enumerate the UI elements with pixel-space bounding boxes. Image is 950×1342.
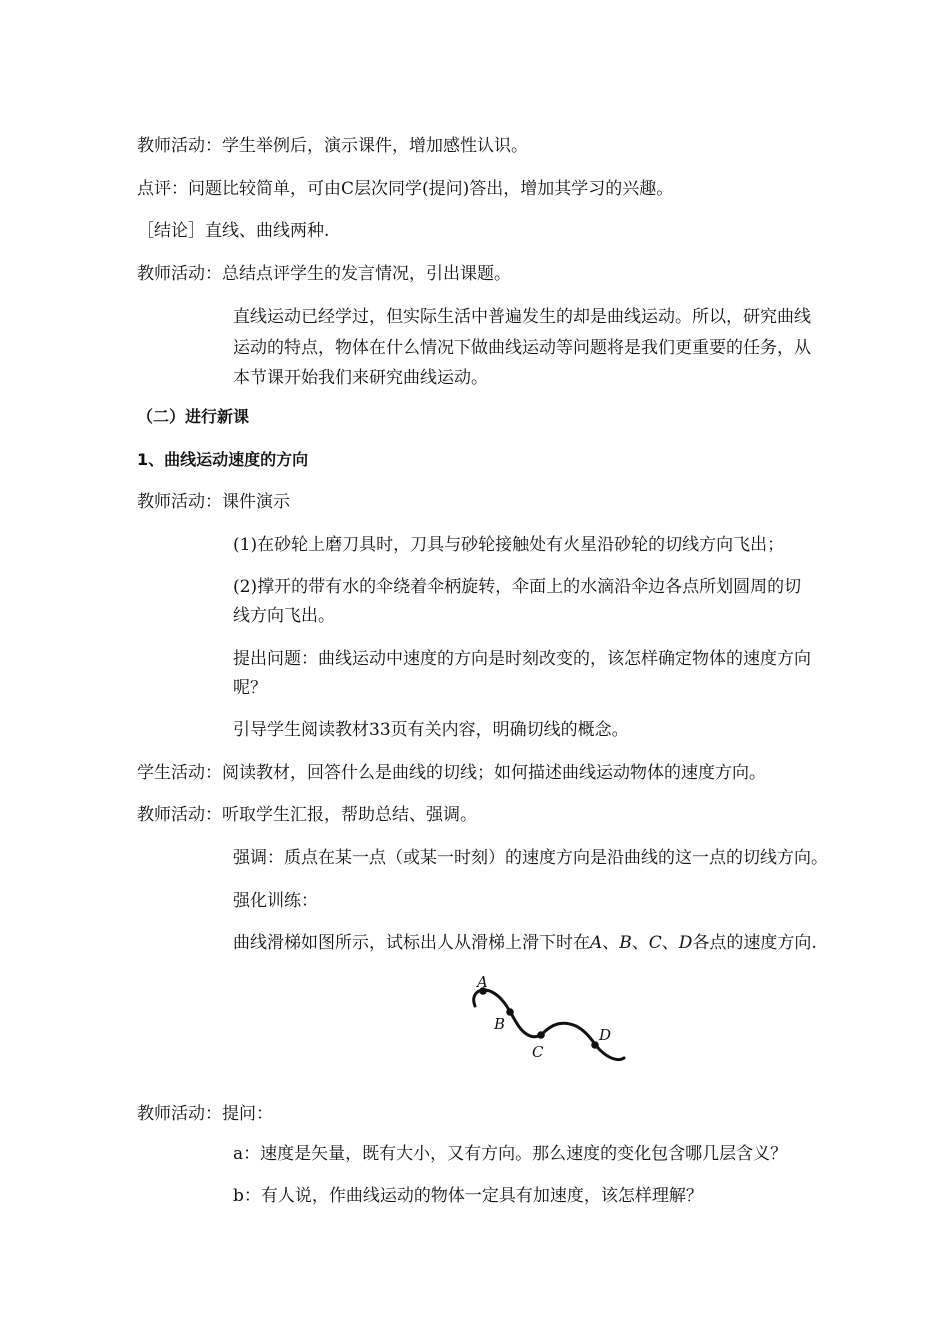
paragraph: (2)撑开的带有水的伞绕着伞柄旋转，伞面上的水滴沿伞边各点所划圆周的切	[233, 577, 802, 597]
paragraph: 引导学生阅读教材33页有关内容，明确切线的概念。	[233, 720, 629, 740]
exercise-text	[233, 931, 817, 955]
point-label: A	[590, 933, 603, 953]
paragraph: (1)在砂轮上磨刀具时，刀具与砂轮接触处有火星沿砂轮的切线方向飞出；	[233, 535, 785, 555]
paragraph: 教师活动：提问：	[137, 1104, 273, 1124]
point-c-label: C	[532, 1043, 544, 1061]
separator: 、	[631, 933, 649, 953]
paragraph: b：有人说，作曲线运动的物体一定具有加速度，该怎样理解？	[233, 1186, 703, 1206]
paragraph: 学生活动：阅读教材，回答什么是曲线的切线；如何描述曲线运动物体的速度方向。	[137, 763, 766, 783]
paragraph: a：速度是矢量，既有大小，又有方向。那么速度的变化包含哪几层含义？	[233, 1144, 788, 1164]
point-c-dot	[537, 1031, 545, 1039]
separator: 、	[661, 933, 679, 953]
paragraph: 教师活动：总结点评学生的发言情况，引出课题。	[137, 264, 511, 284]
paragraph: 教师活动：课件演示	[137, 492, 290, 512]
paragraph: ［结论］直线、曲线两种.	[137, 221, 330, 241]
separator: 、	[602, 933, 620, 953]
paragraph: 提出问题：曲线运动中速度的方向是时刻改变的，该怎样确定物体的速度方向	[233, 649, 811, 669]
paragraph: 呢？	[233, 678, 267, 698]
exercise-text-main: 曲线滑梯如图所示，试标出人从滑梯上滑下时在	[233, 933, 590, 953]
exercise-text-end: 各点的速度方向.	[692, 933, 817, 953]
point-d-dot	[591, 1041, 599, 1049]
paragraph: 线方向飞出。	[233, 606, 335, 626]
paragraph: 教师活动：听取学生汇报，帮助总结、强调。	[137, 805, 477, 825]
point-b-label: B	[494, 1015, 506, 1033]
point-label: C	[648, 933, 662, 953]
point-b-dot	[506, 1008, 514, 1016]
paragraph: 强调：质点在某一点（或某一时刻）的速度方向是沿曲线的这一点的切线方向。	[233, 848, 828, 868]
paragraph: 直线运动已经学过，但实际生活中普遍发生的却是曲线运动。所以，研究曲线	[233, 307, 811, 327]
subsection-heading: 1、曲线运动速度的方向	[137, 450, 309, 469]
paragraph: 本节课开始我们来研究曲线运动。	[233, 368, 488, 388]
section-heading: （二）进行新课	[137, 407, 250, 426]
point-d-label: D	[599, 1026, 612, 1044]
point-a-label: A	[477, 973, 488, 991]
paragraph: 教师活动：学生举例后，演示课件，增加感性认识。	[137, 136, 528, 156]
point-label: B	[619, 933, 632, 953]
paragraph: 运动的特点，物体在什么情况下做曲线运动等问题将是我们更重要的任务，从	[233, 338, 811, 358]
paragraph: 强化训练：	[233, 891, 318, 911]
point-label: D	[678, 933, 693, 953]
paragraph: 点评：问题比较简单，可由C层次同学(提问)答出，增加其学习的兴趣。	[137, 179, 674, 199]
slide-curve-figure	[462, 972, 632, 1064]
